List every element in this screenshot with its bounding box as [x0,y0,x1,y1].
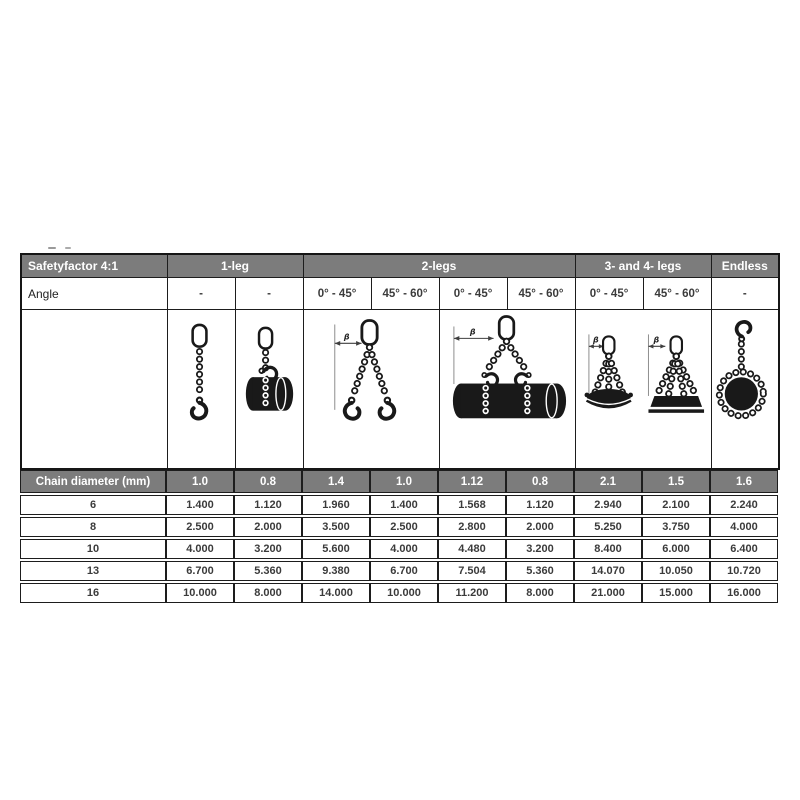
capacity-cell: 14.000 [302,583,370,603]
capacity-cell: 8.000 [506,583,574,603]
capacity-cell: 6.000 [642,539,710,559]
capacity-cell: 6.700 [166,561,234,581]
single-leg-hook-sling-illustration [168,310,235,468]
scan-artifact [48,247,56,249]
angle-row [21,278,779,310]
load-factor-cell: 0.8 [506,470,574,493]
capacity-cell: 2.100 [642,495,710,515]
capacity-cell: 4.000 [370,539,438,559]
capacity-cell: 1.400 [370,495,438,515]
load-factor-cell: 1.12 [438,470,506,493]
capacity-cell: 8.400 [574,539,642,559]
angle-value: 0° - 45° [303,278,371,310]
table-row [20,495,778,515]
angle-value: 0° - 45° [439,278,507,310]
capacity-cell: 15.000 [642,583,710,603]
angle-symbol-label: β [343,332,350,342]
illustration-cell [575,310,711,470]
capacity-cell: 11.200 [438,583,506,603]
group-header-2legs: 2-legs [303,254,575,278]
capacity-cell: 16.000 [710,583,778,603]
illustration-cell [303,310,439,470]
two-leg-hook-sling-illustration [304,310,439,468]
sling-capacity-table [20,253,778,605]
capacity-cell: 3.750 [642,517,710,537]
angle-symbol-label: β [653,335,659,345]
load-factor-cell: 0.8 [234,470,302,493]
capacity-cell: 21.000 [574,583,642,603]
capacity-cell: 2.800 [438,517,506,537]
table-row [20,539,778,559]
load-factor-cell: 1.0 [370,470,438,493]
load-factor-cell: 1.4 [302,470,370,493]
table-row [20,517,778,537]
capacity-table [20,468,778,605]
group-header-row [21,254,779,278]
capacity-cell: 2.000 [506,517,574,537]
capacity-cell: 14.070 [574,561,642,581]
group-header-endless: Endless [711,254,779,278]
capacity-cell: 1.960 [302,495,370,515]
capacity-cell: 5.250 [574,517,642,537]
diameter-cell: 8 [20,517,166,537]
capacity-cell: 5.360 [506,561,574,581]
capacity-cell: 3.500 [302,517,370,537]
group-header-3-4legs: 3- and 4- legs [575,254,711,278]
capacity-cell: 10.720 [710,561,778,581]
capacity-cell: 6.700 [370,561,438,581]
endless-chain-illustration [712,310,779,468]
illustration-cell [439,310,575,470]
illustration-cell [711,310,779,470]
angle-value: - [167,278,235,310]
two-leg-choker-drum-illustration [440,310,575,468]
table-row [20,561,778,581]
capacity-cell: 6.400 [710,539,778,559]
capacity-cell: 2.500 [370,517,438,537]
capacity-cell: 10.000 [166,583,234,603]
capacity-cell: 1.400 [166,495,234,515]
illustration-cell [167,310,235,470]
diameter-header-row [20,470,778,493]
capacity-cell: 9.380 [302,561,370,581]
diameter-cell: 10 [20,539,166,559]
angle-value: 45° - 60° [643,278,711,310]
capacity-cell: 2.500 [166,517,234,537]
capacity-cell: 5.600 [302,539,370,559]
capacity-cell: 1.120 [234,495,302,515]
diameter-cell: 13 [20,561,166,581]
capacity-cell: 4.000 [710,517,778,537]
capacity-cell: 10.050 [642,561,710,581]
illustration-cell [235,310,303,470]
angle-value: 0° - 45° [575,278,643,310]
illustration-row [21,310,779,470]
angle-value: - [235,278,303,310]
load-factor-cell: 1.0 [166,470,234,493]
capacity-cell: 2.240 [710,495,778,515]
load-factor-cell: 2.1 [574,470,642,493]
diameter-header-label: Chain diameter (mm) [20,470,166,493]
capacity-cell: 2.940 [574,495,642,515]
capacity-cell: 3.200 [234,539,302,559]
diameter-cell: 16 [20,583,166,603]
angle-row-label: Angle [21,278,167,310]
diameter-cell: 6 [20,495,166,515]
capacity-cell: 4.000 [166,539,234,559]
capacity-cell: 2.000 [234,517,302,537]
group-header-1leg: 1-leg [167,254,303,278]
angle-value: 45° - 60° [507,278,575,310]
capacity-cell: 1.568 [438,495,506,515]
illustration-empty-cell [21,310,167,470]
angle-value: 45° - 60° [371,278,439,310]
capacity-cell: 3.200 [506,539,574,559]
three-four-leg-sling-illustration [576,310,711,468]
table-row [20,583,778,603]
table-title: Safetyfactor 4:1 [21,254,167,278]
scan-artifact [65,247,71,249]
capacity-cell: 4.480 [438,539,506,559]
load-factor-cell: 1.6 [710,470,778,493]
single-leg-choker-drum-illustration [236,310,303,468]
capacity-cell: 10.000 [370,583,438,603]
angle-symbol-label: β [469,327,476,337]
capacity-cell: 1.120 [506,495,574,515]
load-factor-cell: 1.5 [642,470,710,493]
angle-value: - [711,278,779,310]
angle-symbol-label: β [592,335,599,345]
capacity-cell: 8.000 [234,583,302,603]
header-illustration-table [20,253,780,470]
capacity-cell: 5.360 [234,561,302,581]
capacity-cell: 7.504 [438,561,506,581]
